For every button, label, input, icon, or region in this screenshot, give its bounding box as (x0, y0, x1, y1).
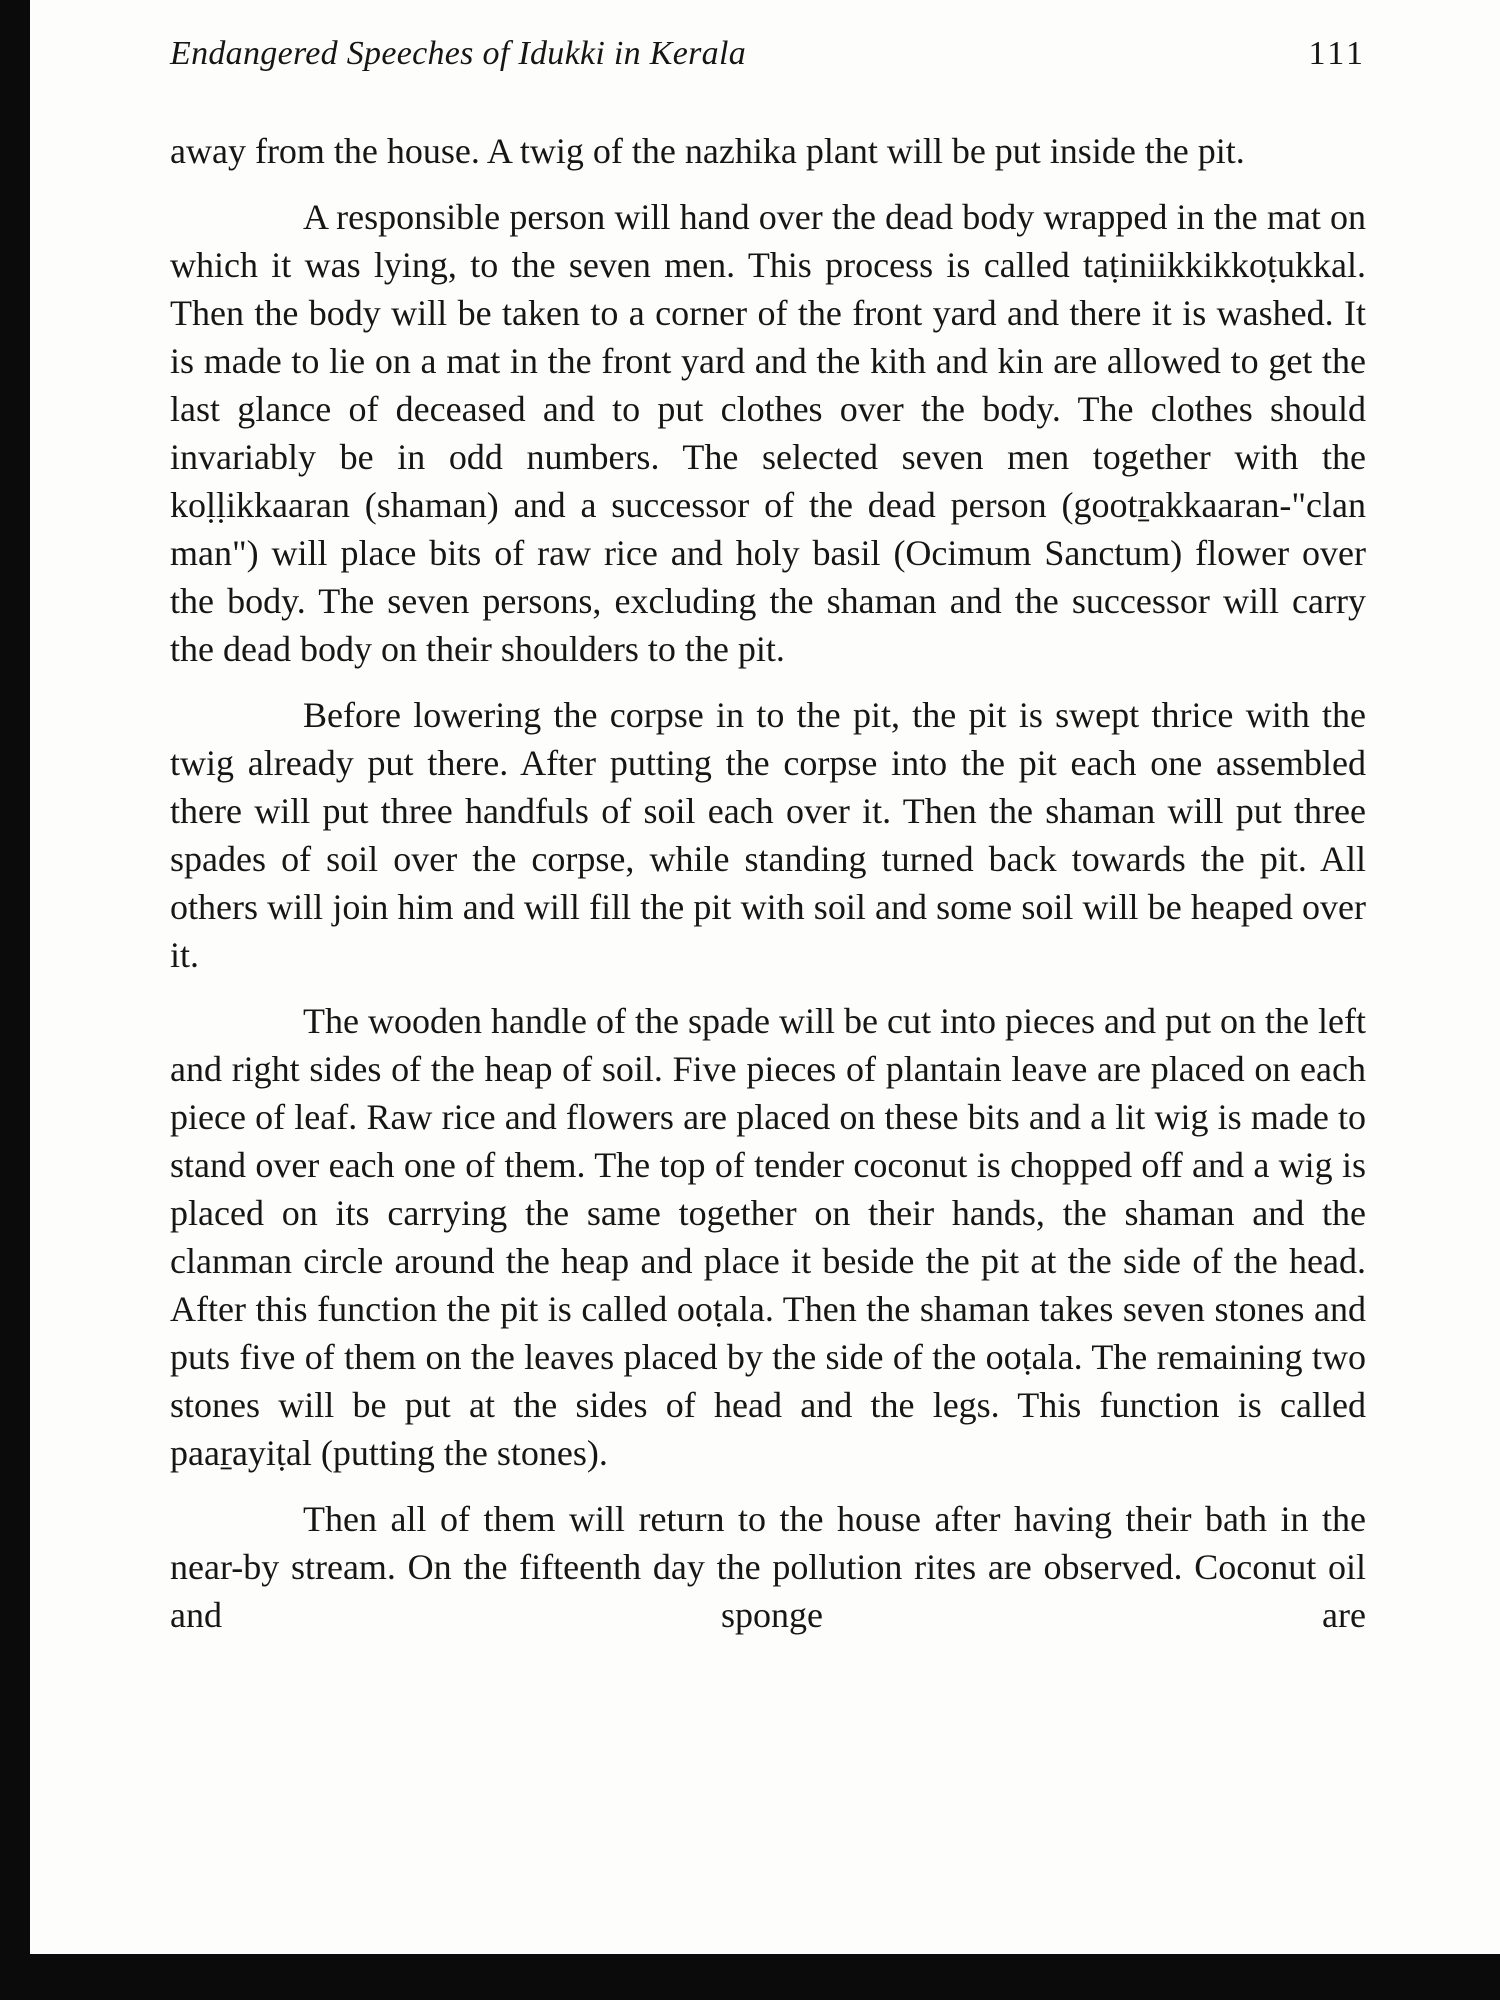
paragraph: The wooden handle of the spade will be cut into pieces and put on the left and right sides of the heap of soil. Five pieces of plantain leave are placed on each piece of leaf. Raw rice and flowers are placed on these bits and a lit wig is made to stand over each one of them. The top of tender coconut is chopped off and a wig is placed on its carrying the same together on their hands, the shaman and the clanman circle around the heap and place it beside the pit at the side of the head. After this function the pit is called ooṭala. Then the shaman takes seven stones and puts five of them on the leaves placed by the side of the ooṭala. The remaining two stones will be put at the sides of head and the legs. This function is called paaṟayiṭal (putting the stones). (170, 1000, 1366, 1473)
book-header (170, 34, 1366, 75)
paragraph: Then all of them will return to the house after having their bath in the near-by stream. On the fifteenth day the pollution rites are observed. Coconut oil and sponge are (170, 1498, 1366, 1635)
page-content (170, 34, 1366, 1639)
scan-edge-left (0, 0, 30, 2000)
paragraph: A responsible person will hand over the dead body wrapped in the mat on which it was lying, to the seven men. This process is called taṭiniikkikkoṭukkal. Then the body will be taken to a corner of the front yard and there it is washed. It is made to lie on a mat in the front yard and the kith and kin are allowed to get the last glance of deceased and to put clothes over the body. The clothes should invariably be in odd numbers. The selected seven men together with the koḷḷikkaaran (shaman) and a successor of the dead person (gootṟakkaaran-"clan man") will place bits of raw rice and holy basil (Ocimum Sanctum) flower over the body. The seven persons, excluding the shaman and the successor will carry the dead body on their shoulders to the pit. (170, 196, 1366, 669)
paragraph: Before lowering the corpse in to the pit, the pit is swept thrice with the twig already put there. After putting the corpse into the pit each one assembled there will put three handfuls of soil each over it. Then the shaman will put three spades of soil over the corpse, while standing turned back towards the pit. All others will join him and will fill the pit with soil and some soil will be heaped over it. (170, 694, 1366, 975)
page-number: 111 (1308, 35, 1366, 72)
running-title: Endangered Speeches of Idukki in Kerala (170, 35, 747, 72)
paragraph: away from the house. A twig of the nazhika plant will be put inside the pit. (170, 130, 1245, 171)
page-body (170, 127, 1366, 1639)
scan-edge-bottom (0, 1954, 1500, 2000)
